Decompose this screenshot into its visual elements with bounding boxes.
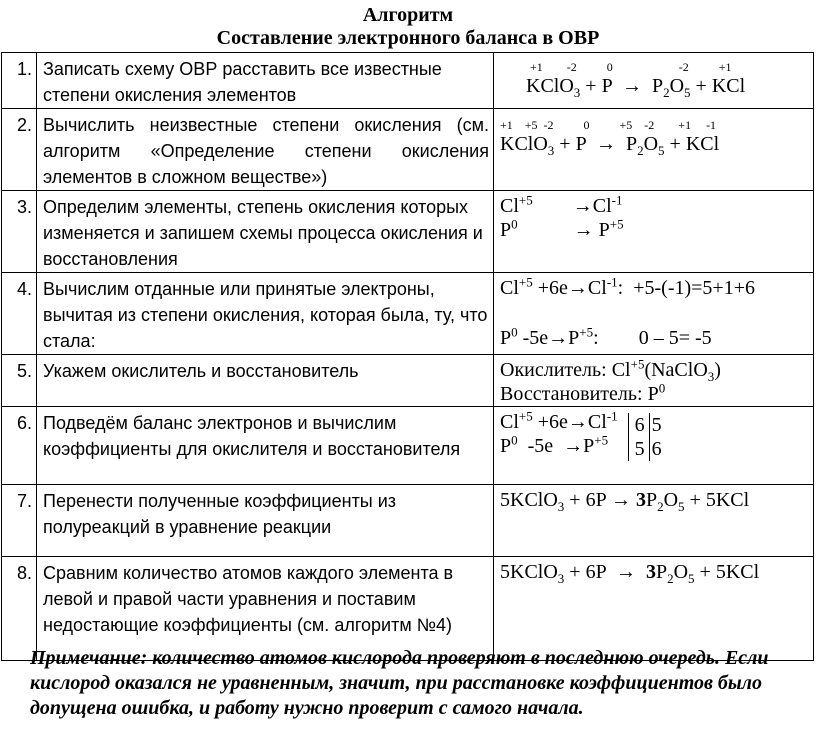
table-row: [2, 557, 814, 661]
agents-cell: [494, 355, 814, 407]
table-row: [2, 53, 814, 109]
step-text: Подведём баланс электронов и вычислим коэффициенты для окислителя и восстановителя: [37, 407, 494, 485]
oxidizer: Окислитель: $Cl^{+5}(NaClO_3)$: [500, 356, 721, 384]
step-number: 5.: [2, 355, 37, 407]
note: Примечание: количество атомов кислорода проверяют в последнюю очередь. Если кислород оказался не уравненным, значит, при расстановке коэффициентов было допущена ошибка, и работу нужно проверит с самого начала.: [30, 647, 769, 719]
table-row: [2, 109, 814, 191]
table-row: [2, 485, 814, 557]
equation: KClO$_3$ + $P \to P_2O_5$ + KCl: [500, 133, 720, 158]
oxidation-states: +1 +5 -2 0 +5 -2 +1 -1: [500, 118, 717, 132]
algorithm-table: [1, 52, 814, 661]
step-text: Перенести полученные коэффициенты из полуреакций в уравнение реакции: [37, 485, 494, 557]
half-reaction-p: $P^0 \to P^{+5}$: [500, 216, 624, 241]
step-text: Определим элементы, степень окисления которых изменяется и запишем схемы процесса окисления и восстановления: [37, 191, 494, 273]
page-subtitle: Составление электронного баланса в ОВР: [216, 27, 600, 49]
equation-cell: [494, 109, 814, 191]
oxidation-states: +1 -2 0 -2 +1: [530, 60, 732, 74]
step-number: 4.: [2, 273, 37, 355]
step-number: 3.: [2, 191, 37, 273]
step-number: 8.: [2, 557, 37, 661]
page-title: Алгоритм: [362, 4, 454, 26]
reducer: Восстановитель: $P^0$: [500, 380, 666, 405]
equation-cell: [494, 557, 814, 661]
step-number: 6.: [2, 407, 37, 485]
equation: 5KClO$_3$ + $6P \to 3P_2O_5 + 5KCl$: [500, 489, 750, 514]
step-text: Вычислим отданные или принятые электроны, вычитая из степени окисления, которая была, ту, что стала:: [37, 273, 494, 355]
step-text: Укажем окислитель и восстановитель: [37, 355, 494, 407]
step-text: Записать схему ОВР расставить все известные степени окисления элементов: [37, 53, 494, 109]
step-number: 1.: [2, 53, 37, 109]
electron-balance: 6 5 5 6: [628, 413, 666, 461]
step-text: Вычислить неизвестные степени окисления (см. алгоритм «Определение степени окисления элементов в сложном веществе»): [37, 109, 494, 191]
equation: KClO$_3$ + $P \to P_2O_5$ + KCl: [526, 75, 746, 100]
electron-count-cl: $Cl^{+5} +6e\to Cl^{-1}$: +5-(-1)=5+1+6: [500, 274, 755, 299]
electron-count-cell: [494, 273, 814, 355]
table-row: [2, 191, 814, 273]
electron-count-p: $P^0$ $-5e\to P^{+5}$: 0 – 5= -5: [500, 324, 712, 349]
table-row: [2, 273, 814, 355]
balance-cell: [494, 407, 814, 485]
equation-cell: [494, 485, 814, 557]
table-row: [2, 407, 814, 485]
step-text: Сравним количество атомов каждого элемента в левой и правой части уравнения и поставим недостающие коэффициенты (см. алгоритм №4): [37, 557, 494, 661]
step-number: 2.: [2, 109, 37, 191]
half-reactions-cell: [494, 191, 814, 273]
half-reactions: $Cl^{+5} +6e\to Cl^{-1}$ $P^0$ $-5e \to P^{+5}$: [500, 408, 618, 457]
step-number: 7.: [2, 485, 37, 557]
half-reaction-cl: $Cl^{+5} \to Cl^{-1}$: [500, 192, 623, 217]
equation-cell: [494, 53, 814, 109]
equation: 5KClO$_3$ + $6P \to 3P_2O_5 + 5KCl$: [500, 561, 760, 586]
table-row: [2, 355, 814, 407]
